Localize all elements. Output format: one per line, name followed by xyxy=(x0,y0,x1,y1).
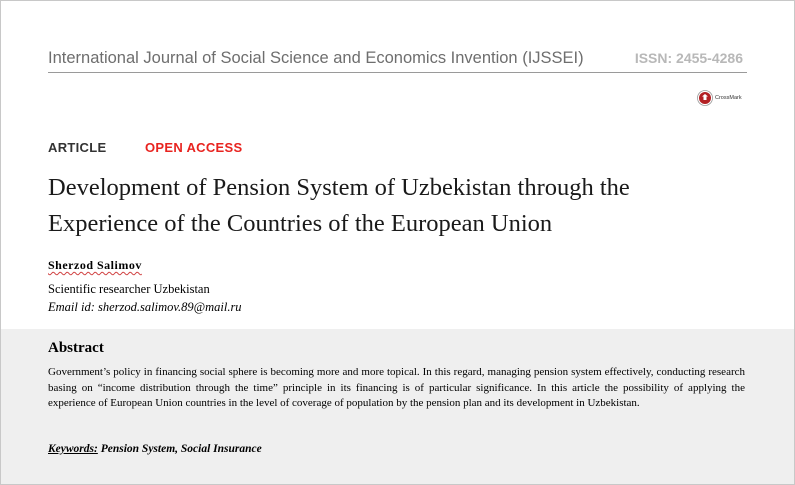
author-affiliation: Scientific researcher Uzbekistan xyxy=(48,282,210,296)
article-title xyxy=(48,170,768,242)
journal-header xyxy=(48,48,747,73)
author-email xyxy=(48,300,242,315)
issn-number: ISSN: 2455-4286 xyxy=(634,50,743,66)
crossmark-icon xyxy=(697,90,713,106)
journal-name: International Journal of Social Science and Economics Invention (IJSSEI) xyxy=(48,49,584,67)
crossmark-badge[interactable] xyxy=(697,90,742,106)
keywords-line xyxy=(48,443,262,455)
author-name: Sherzod Salimov xyxy=(48,258,142,272)
abstract-section xyxy=(1,329,794,484)
article-title-line-2: Experience of the Countries of the European Union xyxy=(48,210,553,237)
abstract-heading: Abstract xyxy=(48,340,104,356)
email-address[interactable]: sherzod.salimov.89@mail.ru xyxy=(98,300,242,314)
keywords-value: Pension System, Social Insurance xyxy=(100,443,262,455)
article-type-label: ARTICLE xyxy=(48,140,107,155)
article-title-line-1: Development of Pension System of Uzbekistan through the xyxy=(48,174,630,201)
keywords-label: Keywords: xyxy=(48,443,98,455)
crossmark-label: CrossMark xyxy=(715,95,742,101)
open-access-label: OPEN ACCESS xyxy=(145,140,243,155)
email-label: Email id: xyxy=(48,300,95,314)
abstract-text: Government’s policy in financing social sphere is becoming more and more topical. In this regard, managing pension system effectively, conducting research basing on “income distribution through the time” principle in its financing is of particular significance. In this article the possibility of applying the experience of European Union countries in the level of coverage of population by the pension plan and its development in Uzbekistan. xyxy=(48,366,745,410)
